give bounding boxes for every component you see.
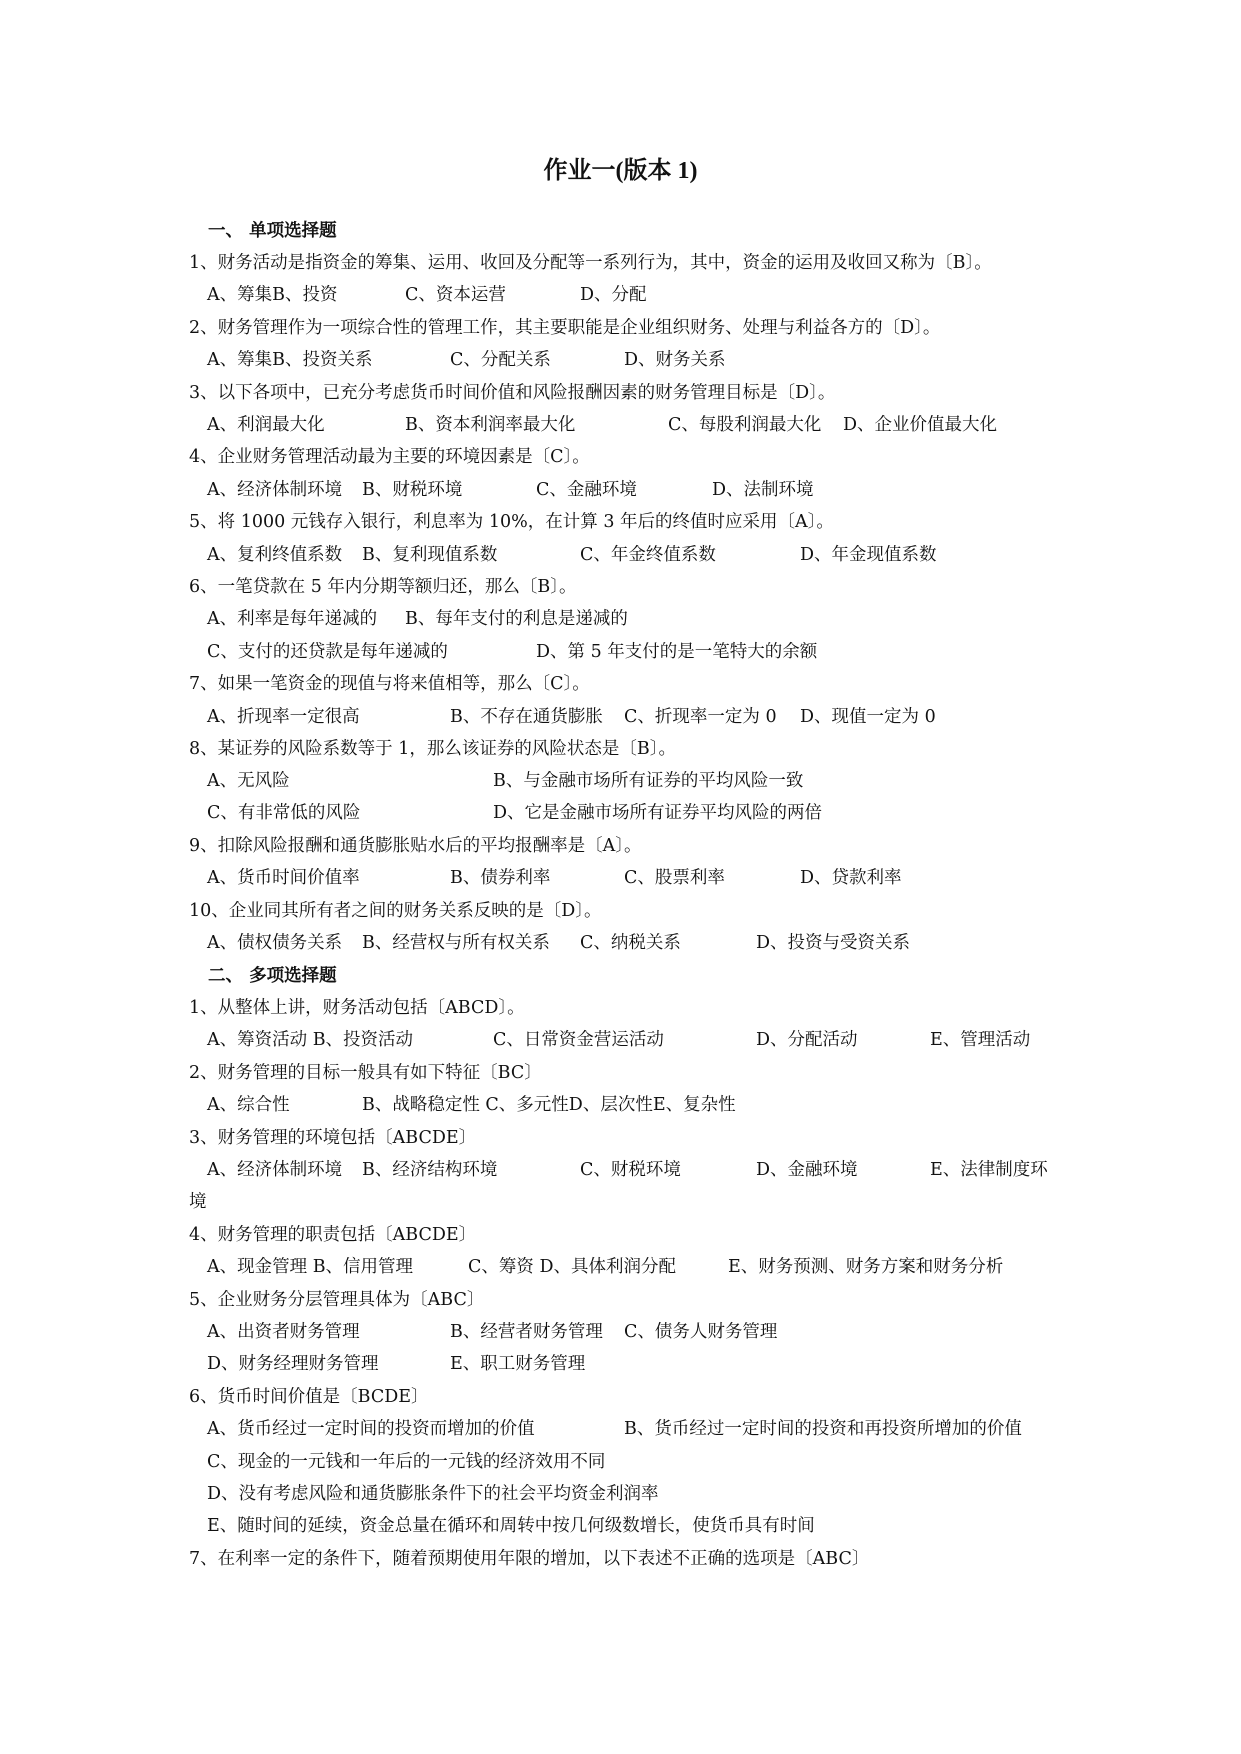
option: C、纳税关系 <box>580 933 681 953</box>
option: A、综合性 <box>207 1095 290 1115</box>
section-heading: 二、 多项选择题 <box>208 966 337 986</box>
option: A、无风险 <box>207 771 290 791</box>
option: A、筹集B、投资 <box>207 285 338 305</box>
option: E、财务预测、财务方案和财务分析 <box>728 1257 1004 1277</box>
option: C、财税环境 <box>580 1160 681 1180</box>
option: A、筹资活动 B、投资活动 <box>207 1030 414 1050</box>
option: C、每股利润最大化 <box>668 415 822 435</box>
question-text: 3、以下各项中，已充分考虑货币时间价值和风险报酬因素的财务管理目标是〔D〕。 <box>189 383 836 403</box>
option: E、职工财务管理 <box>450 1354 586 1374</box>
option: B、财税环境 <box>362 480 463 500</box>
option: E、管理活动 <box>930 1030 1031 1050</box>
option: D、企业价值最大化 <box>843 415 998 435</box>
question-text: 8、某证券的风险系数等于 1，那么该证券的风险状态是〔B〕。 <box>189 739 676 759</box>
option: C、日常资金营运活动 <box>493 1030 664 1050</box>
option: A、筹集B、投资关系 <box>207 350 373 370</box>
page-title: 作业一(版本 1) <box>543 158 698 184</box>
option: D、分配活动 <box>756 1030 858 1050</box>
question-text: 1、财务活动是指资金的筹集、运用、收回及分配等一系列行为，其中，资金的运用及收回又称为〔B〕。 <box>189 253 992 273</box>
option: B、货币经过一定时间的投资和再投资所增加的价值 <box>624 1419 1022 1439</box>
option: A、利率是每年递减的 <box>207 609 378 629</box>
question-text: 7、如果一笔资金的现值与将来值相等，那么〔C〕。 <box>189 674 590 694</box>
question-text: 3、财务管理的环境包括〔ABCDE〕 <box>189 1128 477 1148</box>
option: C、有非常低的风险 <box>207 803 361 823</box>
question-text: 10、企业同其所有者之间的财务关系反映的是〔D〕。 <box>189 901 602 921</box>
option: A、货币经过一定时间的投资而增加的价值 <box>207 1419 535 1439</box>
option: B、与金融市场所有证券的平均风险一致 <box>493 771 804 791</box>
option: D、现值一定为 0 <box>800 707 936 727</box>
option: B、经营权与所有权关系 <box>362 933 550 953</box>
option: E、随时间的延续，资金总量在循环和周转中按几何级数增长，使货币具有时间 <box>207 1516 815 1536</box>
option: D、没有考虑风险和通货膨胀条件下的社会平均资金利润率 <box>207 1484 659 1504</box>
option: D、金融环境 <box>756 1160 858 1180</box>
option: A、货币时间价值率 <box>207 868 360 888</box>
option: D、财务关系 <box>624 350 726 370</box>
option: D、财务经理财务管理 <box>207 1354 379 1374</box>
option: C、折现率一定为 0 <box>624 707 777 727</box>
question-text: 2、财务管理作为一项综合性的管理工作，其主要职能是企业组织财务、处理与利益各方的〔D〕。 <box>189 318 941 338</box>
question-text: 5、将 1000 元钱存入银行，利息率为 10%，在计算 3 年后的终值时应采用〔A〕。 <box>189 512 834 532</box>
option: E、法律制度环 <box>930 1160 1048 1180</box>
question-text: 4、企业财务管理活动最为主要的环境因素是〔C〕。 <box>189 447 590 467</box>
option: C、资本运营 <box>405 285 506 305</box>
question-text: 7、在利率一定的条件下，随着预期使用年限的增加，以下表述不正确的选项是〔ABC〕 <box>189 1549 870 1569</box>
option: A、利润最大化 <box>207 415 325 435</box>
option: D、它是金融市场所有证券平均风险的两倍 <box>493 803 823 823</box>
question-text: 6、货币时间价值是〔BCDE〕 <box>189 1387 429 1407</box>
question-text: 6、一笔贷款在 5 年内分期等额归还，那么〔B〕。 <box>189 577 577 597</box>
wrapped-text: 境 <box>189 1192 207 1212</box>
option: C、现金的一元钱和一年后的一元钱的经济效用不同 <box>207 1452 606 1472</box>
section-heading: 一、 单项选择题 <box>208 221 337 241</box>
option: A、经济体制环境 <box>207 1160 343 1180</box>
option: B、每年支付的利息是递减的 <box>405 609 628 629</box>
option: B、经营者财务管理 <box>450 1322 603 1342</box>
question-text: 4、财务管理的职责包括〔ABCDE〕 <box>189 1225 477 1245</box>
option: D、法制环境 <box>712 480 814 500</box>
option: A、复利终值系数 <box>207 545 343 565</box>
option: D、年金现值系数 <box>800 545 937 565</box>
question-text: 2、财务管理的目标一般具有如下特征〔BC〕 <box>189 1063 542 1083</box>
option: A、经济体制环境 <box>207 480 343 500</box>
option: D、分配 <box>580 285 647 305</box>
option: C、股票利率 <box>624 868 725 888</box>
option: C、支付的还贷款是每年递减的 <box>207 642 448 662</box>
option: C、年金终值系数 <box>580 545 716 565</box>
question-text: 9、扣除风险报酬和通货膨胀贴水后的平均报酬率是〔A〕。 <box>189 836 642 856</box>
question-text: 5、企业财务分层管理具体为〔ABC〕 <box>189 1290 485 1310</box>
option: A、债权债务关系 <box>207 933 343 953</box>
option: C、债务人财务管理 <box>624 1322 778 1342</box>
option: D、第 5 年支付的是一笔特大的余额 <box>536 642 818 662</box>
option: D、贷款利率 <box>800 868 902 888</box>
question-text: 1、从整体上讲，财务活动包括〔ABCD〕。 <box>189 998 525 1018</box>
option: B、经济结构环境 <box>362 1160 498 1180</box>
option: B、资本利润率最大化 <box>405 415 576 435</box>
option: B、不存在通货膨胀 <box>450 707 603 727</box>
option: B、战略稳定性 C、多元性D、层次性E、复杂性 <box>362 1095 736 1115</box>
option: C、筹资 D、具体利润分配 <box>468 1257 676 1277</box>
option: A、折现率一定很高 <box>207 707 360 727</box>
option: D、投资与受资关系 <box>756 933 911 953</box>
option: C、分配关系 <box>450 350 551 370</box>
option: B、债券利率 <box>450 868 551 888</box>
option: A、出资者财务管理 <box>207 1322 360 1342</box>
option: B、复利现值系数 <box>362 545 498 565</box>
option: A、现金管理 B、信用管理 <box>207 1257 414 1277</box>
option: C、金融环境 <box>536 480 637 500</box>
